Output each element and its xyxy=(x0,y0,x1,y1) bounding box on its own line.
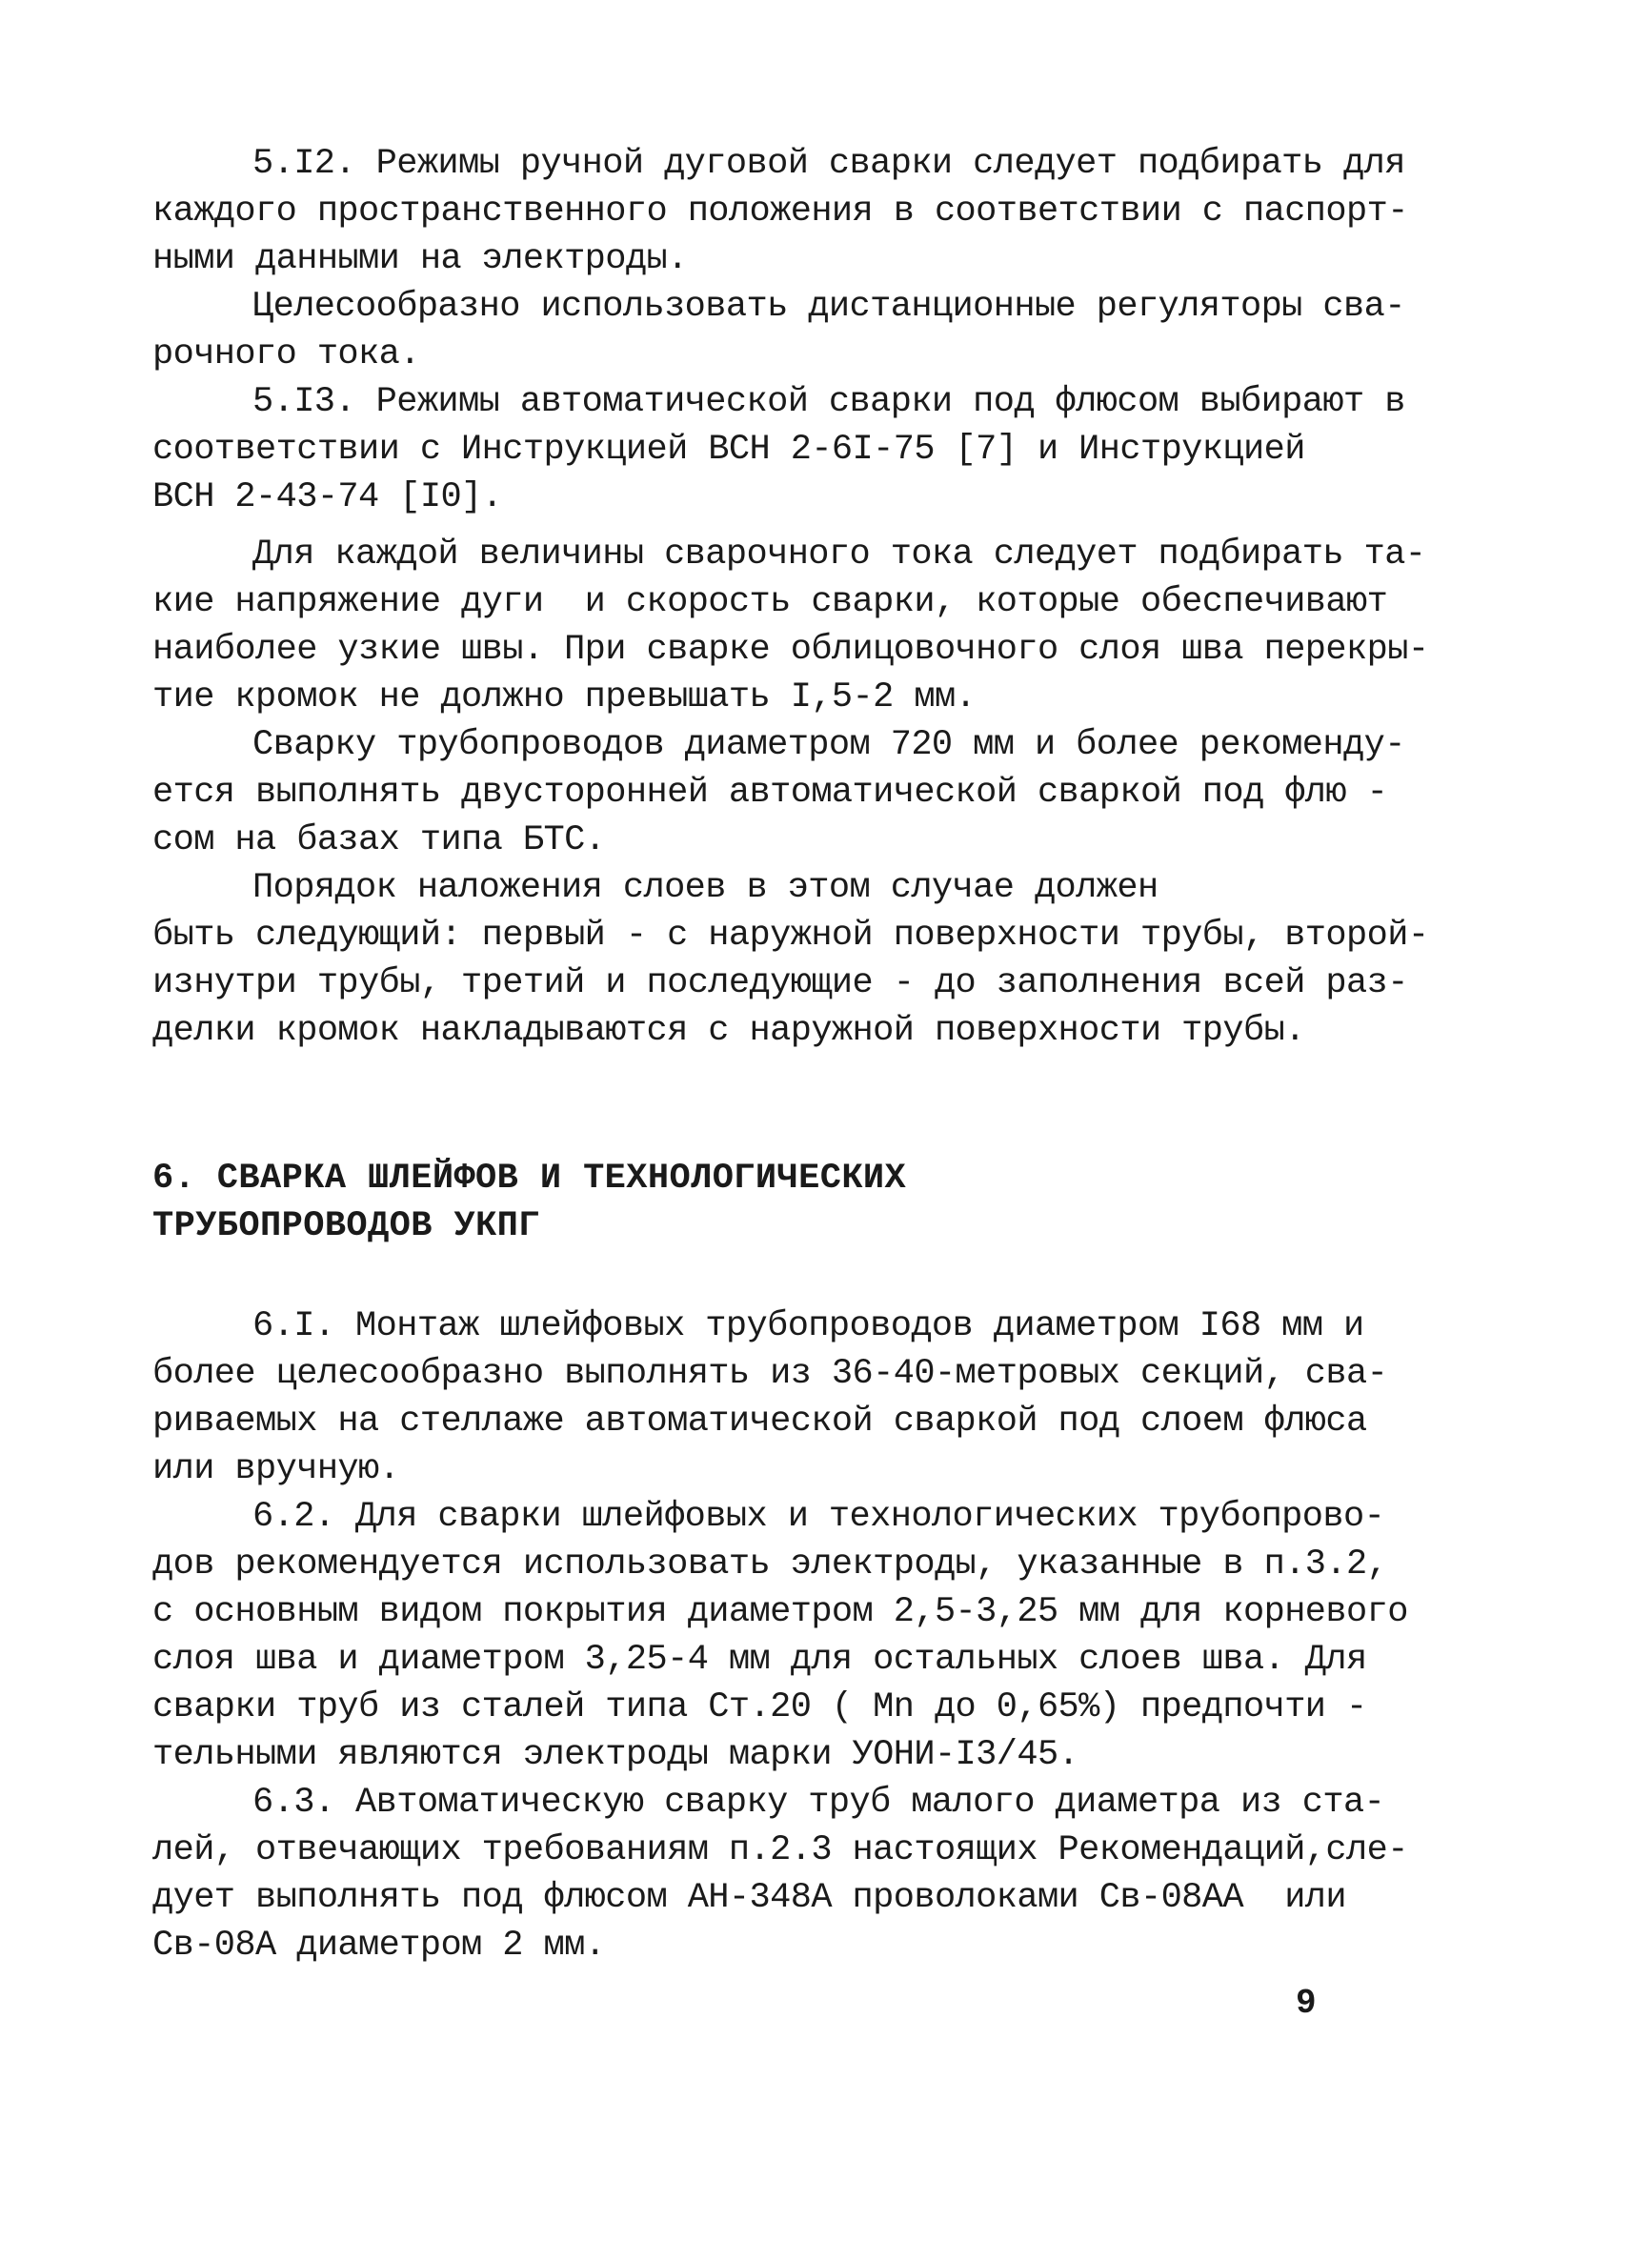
text-line: ется выполнять двусторонней автоматической сваркой под флю - xyxy=(152,773,1388,813)
text-line: Целесообразно использовать дистанционные регуляторы сва- xyxy=(252,287,1405,327)
text-line: более целесообразно выполнять из 36-40-метровых секций, сва- xyxy=(152,1354,1388,1394)
text-line: с основным видом покрытия диаметром 2,5-3,25 мм для корневого xyxy=(152,1592,1408,1632)
paragraph-5-12 xyxy=(152,140,1408,283)
text-line: лей, отвечающих требованиям п.2.3 настоящих Рекомендаций,сле- xyxy=(152,1830,1408,1870)
paragraph-6-1 xyxy=(152,1302,1388,1493)
page-number: 9 xyxy=(1296,1984,1317,2023)
text-line: каждого пространственного положения в соответствии с паспорт- xyxy=(152,192,1408,232)
paragraph-remote-regulators xyxy=(152,283,1405,378)
text-line: дов рекомендуется использовать электроды, указанные в п.3.2, xyxy=(152,1544,1388,1585)
text-line: кие напряжение дуги и скорость сварки, которые обеспечивают xyxy=(152,582,1388,622)
heading-line: 6. СВАРКА ШЛЕЙФОВ И ТЕХНОЛОГИЧЕСКИХ xyxy=(152,1159,907,1199)
text-line: риваемых на стеллаже автоматической сваркой под слоем флюса xyxy=(152,1402,1367,1442)
text-line: Порядок наложения слоев в этом случае должен xyxy=(252,868,1158,908)
paragraph-pipeline-720 xyxy=(152,721,1405,864)
text-line: соответствии с Инструкцией ВСН 2-6I-75 [7] и Инструкцией xyxy=(152,430,1305,470)
text-line: 5.I2. Режимы ручной дуговой сварки следует подбирать для xyxy=(252,144,1405,184)
text-line: Св-08А диаметром 2 мм. xyxy=(152,1926,606,1966)
text-line: Для каждой величины сварочного тока следует подбирать та- xyxy=(252,535,1426,575)
paragraph-layer-order xyxy=(152,864,1429,1055)
text-line: 6.3. Автоматическую сварку труб малого диаметра из ста- xyxy=(252,1783,1385,1823)
text-line: 6.2. Для сварки шлейфовых и технологических трубопрово- xyxy=(252,1497,1385,1537)
text-line: изнутри трубы, третий и последующие - до заполнения всей раз- xyxy=(152,963,1408,1003)
heading-line: ТРУБОПРОВОДОВ УКПГ xyxy=(152,1206,540,1246)
text-line: быть следующий: первый - с наружной поверхности трубы, второй- xyxy=(152,916,1429,956)
text-line: 6.I. Монтаж шлейфовых трубопроводов диаметром I68 мм и xyxy=(252,1306,1364,1346)
paragraph-welding-current xyxy=(152,531,1429,721)
paragraph-5-13 xyxy=(152,378,1405,521)
text-line: или вручную. xyxy=(152,1449,400,1489)
text-line: ными данными на электроды. xyxy=(152,239,688,279)
text-line: 5.I3. Режимы автоматической сварки под флюсом выбирают в xyxy=(252,382,1405,422)
text-line: ВСН 2-43-74 [I0]. xyxy=(152,477,503,517)
text-line: тельными являются электроды марки УОНИ-I3/45. xyxy=(152,1735,1079,1775)
text-line: тие кромок не должно превышать I,5-2 мм. xyxy=(152,677,977,717)
text-line: сварки труб из сталей типа Ст.20 ( Mn до 0,65%) предпочти - xyxy=(152,1687,1367,1727)
text-line: сом на базах типа БТС. xyxy=(152,820,606,860)
section-6-heading xyxy=(152,1155,1343,1250)
text-line: слоя шва и диаметром 3,25-4 мм для остальных слоев шва. Для xyxy=(152,1640,1367,1680)
text-line: рочного тока. xyxy=(152,334,420,374)
text-line: Сварку трубопроводов диаметром 720 мм и более рекоменду- xyxy=(252,725,1405,765)
text-line: дует выполнять под флюсом АН-348А проволоками Св-08АА или xyxy=(152,1878,1347,1918)
text-line: делки кромок накладываются с наружной поверхности трубы. xyxy=(152,1011,1305,1051)
text-line: наиболее узкие швы. При сварке облицовочного слоя шва перекры- xyxy=(152,630,1429,670)
paragraph-6-2 xyxy=(152,1493,1408,1779)
paragraph-6-3 xyxy=(152,1779,1408,1969)
